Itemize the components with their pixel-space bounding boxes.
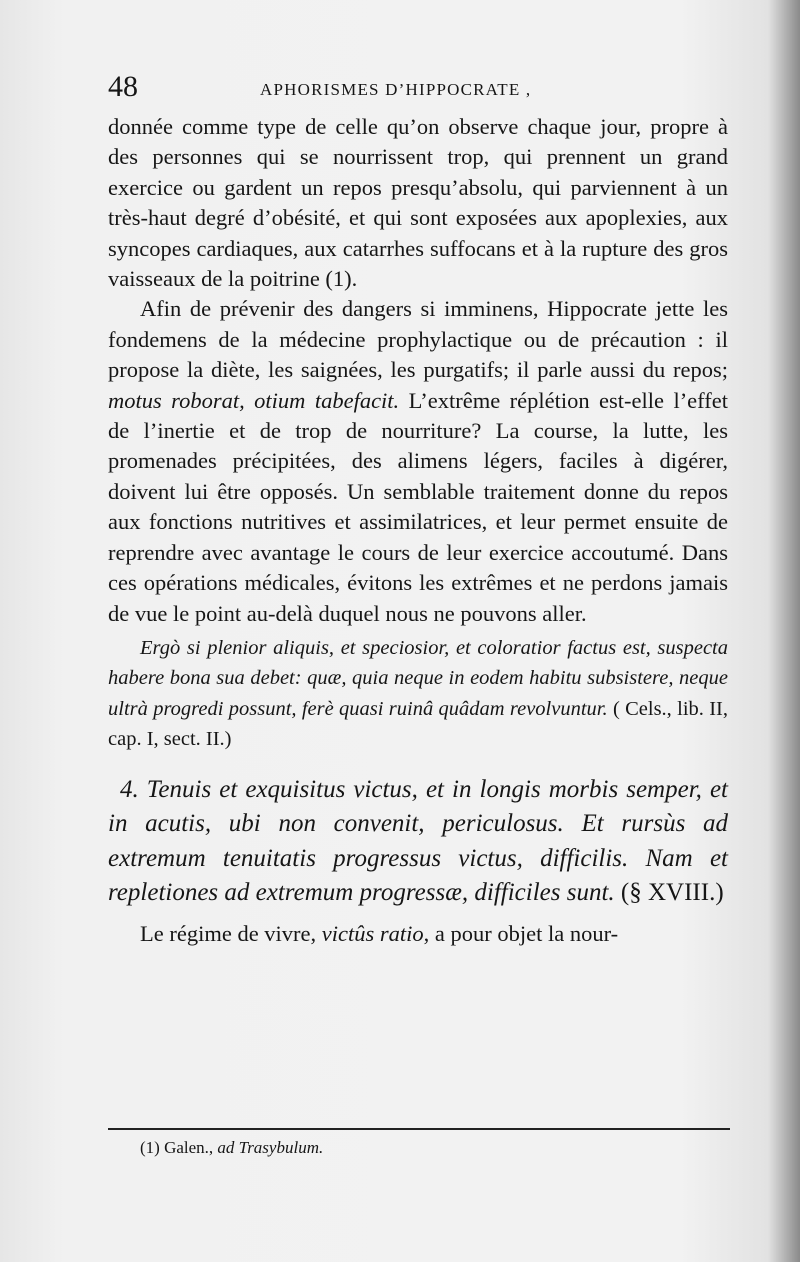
page-header <box>108 70 728 110</box>
celsus-reference: ( Cels., lib. II, cap. I, sect. II.) <box>108 697 728 751</box>
victus-ratio-term: victûs ratio <box>321 920 424 946</box>
celsus-quote-text: Ergò si plenior aliquis, et speciosior, et coloratior factus est, suspecta habere bona sua debet: quæ, quia neque in eodem habitu subsistere, neque ultrà progredi possunt, ferè quasi ruinâ quâdam revolvuntur. <box>108 636 728 720</box>
page-number: 48 <box>108 70 138 103</box>
paragraph-regime <box>108 919 728 949</box>
paragraph-continuation: donnée comme type de celle qu’on observe chaque jour, propre à des personnes qui se nourrissent trop, qui prennent un grand exercice ou gardent un repos presqu’absolu, qui parviennent à un très-haut degré d’obésité, et qui sont exposées aux apoplexies, aux syncopes cardiaques, aux catarrhes suffocans et à la rupture des gros vaisseaux de la poitrine (1). <box>108 114 728 292</box>
celsus-quote <box>108 633 728 755</box>
footnote-source: ad Trasybulum. <box>217 1138 324 1157</box>
paragraph-prophylaxis-part2: L’extrême réplétion est-elle l’effet de l’inertie et de trop de nourriture? La course, la lutte, les promenades précipitées, des alimens légers, faciles à digérer, doivent lui être opposés. Un semblable traitement donne du repos aux fonctions nutritives et assimilatrices, et leur permet ensuite de reprendre avec avantage le cours de leur exercice accoutumé. Dans ces opérations médicales, évitons les extrêmes et ne perdons jamais de vue le point au-delà duquel nous ne pouvons aller. <box>108 387 728 626</box>
aphorism-4-reference: (§ XVIII.) <box>614 879 724 907</box>
running-title: APHORISMES D’HIPPOCRATE , <box>260 80 532 99</box>
paragraph-regime-part1: Le régime de vivre, <box>140 920 322 946</box>
paragraph-prophylaxis <box>108 294 728 628</box>
footnote-marker: (1) Galen., <box>140 1138 218 1157</box>
footnote-rule <box>108 1128 730 1130</box>
footnote-1 <box>140 1138 323 1158</box>
body-text <box>108 112 728 949</box>
paragraph-regime-part2: , a pour objet la nour- <box>423 920 619 946</box>
aphorism-4-text: 4. Tenuis et exquisitus victus, et in longis morbis semper, et in acutis, ubi non convenit, periculosus. Et rursùs ad extremum tenuitatis progressus victus, difficilis. Nam et repletiones ad extremum progressæ, difficiles sunt. <box>108 775 728 907</box>
paragraph-prophylaxis-part1: Afin de prévenir des dangers si imminens, Hippocrate jette les fondemens de la médecine prophylactique ou de précaution : il propose la diète, les saignées, les purgatifs; il parle aussi du repos; <box>108 296 728 383</box>
aphorism-4 <box>108 773 728 911</box>
latin-quote-inline: motus roborat, otium tabefacit. <box>108 387 400 413</box>
